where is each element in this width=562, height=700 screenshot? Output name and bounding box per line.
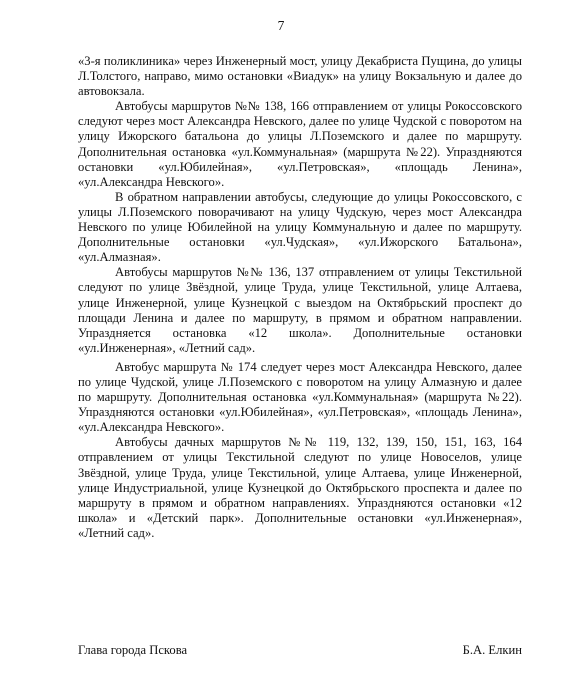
document-body bbox=[78, 54, 522, 541]
paragraph: «3-я поликлиника» через Инженерный мост, улицу Декабриста Пущина, до улицы Л.Толстого, направо, мимо остановки «Виадук» на улицу Вокзальную и далее до автовокзала. bbox=[78, 54, 522, 99]
paragraph: Автобусы маршрутов №№ 136, 137 отправлением от улицы Текстильной следуют по улице Звёздной, улице Труда, улице Текстильной, улице Алтаева, улице Инженерной, улице Кузнецкой с выездом на Октябрьский проспект до площади Ленина и далее по маршруту, в прямом и обратном направлении. Упраздняется остановка «12 школа». Дополнительные остановки «ул.Инженерная», «Летний сад». bbox=[78, 265, 522, 355]
paragraph: Автобусы маршрутов №№ 138, 166 отправлением от улицы Рокоссовского следуют через мост Александра Невского, далее по улице Чудской с поворотом на улицу Ижорского батальона до улицы Л.Поземского и далее по маршруту. Дополнительная остановка «ул.Коммунальная» (маршрута №22). Упраздняются остановки «ул.Юбилейная», «ул.Петровская», «площадь Ленина», «ул.Александра Невского». bbox=[78, 99, 522, 189]
signatory-title: Глава города Пскова bbox=[78, 643, 188, 657]
paragraph: В обратном направлении автобусы, следующие до улицы Рокоссовского, с улицы Л.Поземского поворачивают на улицу Чудскую, через мост Александра Невского по улице Юбилейной на улицу Коммунальную и далее по маршруту. Дополнительные остановки «ул.Чудская», «ул.Ижорского Батальона», «ул.Алмазная». bbox=[78, 189, 522, 265]
page-number: 7 bbox=[277, 18, 285, 33]
paragraph: Автобус маршрута № 174 следует через мост Александра Невского, далее по улице Чудской, улице Л.Поземского с поворотом на улицу Алмазную и далее по маршруту. Дополнительная остановка «ул.Коммунальная» (маршрута №22). Упраздняются остановки «ул.Юбилейная», «ул.Петровская», «площадь Ленина», «ул.Александра Невского». bbox=[78, 359, 522, 435]
signatory-name: Б.А. Елкин bbox=[462, 643, 522, 657]
paragraph: Автобусы дачных маршрутов №№ 119, 132, 139, 150, 151, 163, 164 отправлением от улицы Текстильной следуют по улице Новоселов, улице Звёздной, улице Труда, улице Текстильной, улице Алтаева, улице Инженерной, улице Индустриальной, улице Кузнецкой до Октябрьского проспекта и далее по маршруту в прямом и обратном направлениях. Упраздняются остановки «12 школа» и «Детский парк». Дополнительные остановки «ул.Инженерная», «Летний сад». bbox=[78, 435, 522, 540]
